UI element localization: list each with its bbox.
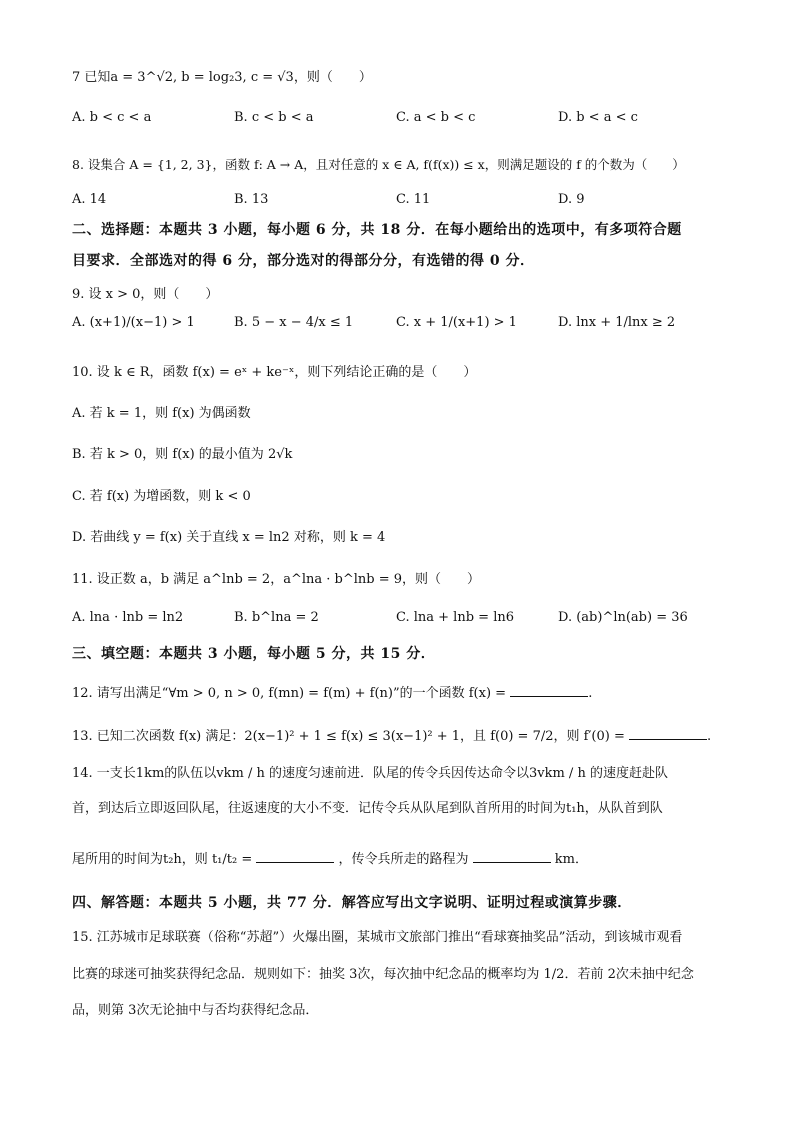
q7-stem: 7 已知a = 3^√2, b = log₂3, c = √3，则（ ） (72, 70, 372, 85)
q15-line3: 品，则第 3次无论抽中与否均获得纪念品． (72, 1003, 319, 1018)
q10-option-a: A. 若 k = 1，则 f(x) 为偶函数 (72, 406, 251, 421)
q14-distance-blank[interactable] (473, 848, 551, 863)
section2-heading-line1: 二、选择题：本题共 3 小题，每小题 6 分，共 18 分．在每小题给出的选项中，有多项符合题 (72, 222, 682, 238)
q14-line1: 14. 一支长1km的队伍以vkm / h 的速度匀速前进．队尾的传令兵因传达命令以3vkm / h 的速度赶赴队 (72, 766, 668, 781)
q8-option-c: C. 11 (396, 192, 431, 207)
q7-option-a: A. b < c < a (72, 110, 152, 125)
q14-line3 (72, 848, 588, 867)
q8-option-b: B. 13 (234, 192, 269, 207)
q13-stem: 13. 已知二次函数 f(x) 满足：2(x−1)² + 1 ≤ f(x) ≤ 3(x−1)² + 1，且 f(0) = 7/2，则 f′(0) = (72, 729, 625, 744)
q14-ratio-text: 尾所用的时间为t₂h，则 t₁/t₂ = (72, 852, 253, 867)
q9-option-c: C. x + 1/(x+1) > 1 (396, 315, 517, 330)
q12-end: . (588, 686, 593, 701)
q10-option-b: B. 若 k > 0，则 f(x) 的最小值为 2√k (72, 447, 293, 462)
q7-option-d: D. b < a < c (558, 110, 638, 125)
q11-option-b: B. b^lna = 2 (234, 610, 319, 625)
q11-option-a: A. lna · lnb = ln2 (72, 610, 184, 625)
q7-option-b: B. c < b < a (234, 110, 314, 125)
q9-stem: 9. 设 x > 0，则（ ） (72, 287, 219, 302)
q11-option-c: C. lna + lnb = ln6 (396, 610, 514, 625)
q14-ratio-blank[interactable] (256, 848, 334, 863)
q9-option-a: A. (x+1)/(x−1) > 1 (72, 315, 195, 330)
q8-option-a: A. 14 (72, 192, 107, 207)
q10-option-c: C. 若 f(x) 为增函数，则 k < 0 (72, 489, 251, 504)
q15-line1: 15. 江苏城市足球联赛（俗称“苏超”）火爆出圈，某城市文旅部门推出“看球赛抽奖品”活动，到该城市观看 (72, 930, 683, 945)
q10-stem: 10. 设 k ∈ R，函数 f(x) = eˣ + ke⁻ˣ，则下列结论正确的是（ ） (72, 365, 477, 380)
q13-text (72, 725, 711, 744)
section4-heading: 四、解答题：本题共 5 小题，共 77 分．解答应写出文字说明、证明过程或演算步骤． (72, 895, 632, 911)
q12-stem: 12. 请写出满足“∀m > 0, n > 0, f(mn) = f(m) + f(n)”的一个函数 f(x) = (72, 686, 507, 701)
q13-answer-blank[interactable] (629, 725, 707, 740)
q14-unit: km． (554, 852, 589, 867)
q13-end: . (706, 729, 712, 744)
q14-line2: 首，到达后立即返回队尾，往返速度的大小不变．记传令兵从队尾到队首所用的时间为t₁h，从队首到队 (72, 801, 663, 816)
q11-stem: 11. 设正数 a，b 满足 a^lnb = 2，a^lna · b^lnb = 9，则（ ） (72, 572, 481, 587)
q8-option-d: D. 9 (558, 192, 585, 207)
q8-stem: 8. 设集合 A = {1, 2, 3}，函数 f: A → A，且对任意的 x ∈ A, f(f(x)) ≤ x，则满足题设的 f 的个数为（ ） (72, 157, 685, 172)
q9-option-b: B. 5 − x − 4/x ≤ 1 (234, 315, 354, 330)
q9-option-d: D. lnx + 1/lnx ≥ 2 (558, 315, 676, 330)
q10-option-d: D. 若曲线 y = f(x) 关于直线 x = ln2 对称，则 k = 4 (72, 530, 386, 545)
q14-distance-text: ，传令兵所走的路程为 (338, 852, 469, 867)
section2-heading-line2: 目要求．全部选对的得 6 分，部分选对的得部分分，有选错的得 0 分． (72, 253, 535, 269)
q7-option-c: C. a < b < c (396, 110, 476, 125)
q11-option-d: D. (ab)^ln(ab) = 36 (558, 610, 688, 625)
q12-text (72, 682, 592, 701)
q15-line2: 比赛的球迷可抽奖获得纪念品．规则如下：抽奖 3次，每次抽中纪念品的概率均为 1/2．若前 2次未抽中纪念 (72, 967, 694, 982)
q12-answer-blank[interactable] (510, 682, 588, 697)
section3-heading: 三、填空题：本题共 3 小题，每小题 5 分，共 15 分． (72, 646, 436, 662)
